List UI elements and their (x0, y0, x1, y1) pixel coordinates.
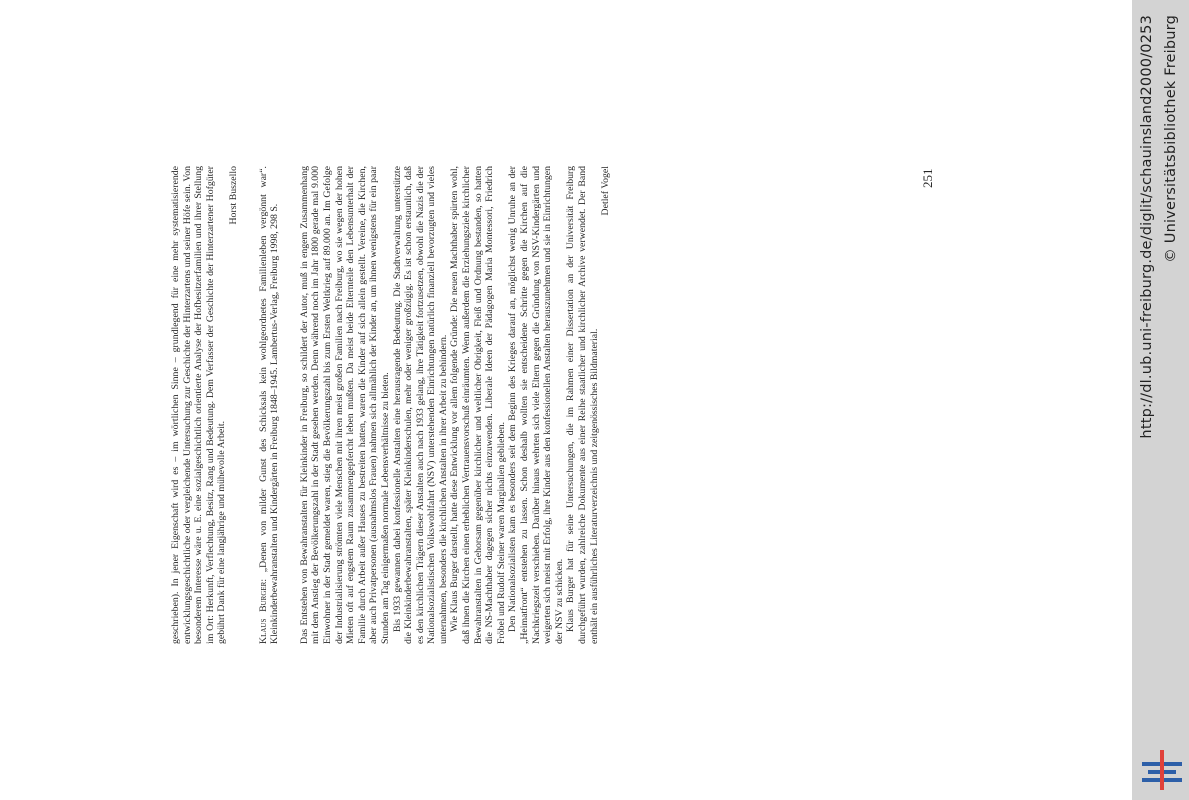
document-text (170, 166, 612, 644)
sidebar (1132, 0, 1189, 800)
sidebar-text-rotated (1132, 0, 1189, 800)
source-url-link[interactable]: http://dl.ub.uni-freiburg.de/diglit/schauinsland2000/0253 (1139, 15, 1155, 439)
signature-1: Horst Buszello (227, 166, 239, 225)
paragraph-7: Klaus Burger hat für seine Untersuchungen, die im Rahmen einer Dissertation an der Universität Freiburg durchgeführt wurden, zahlreiche Dokumente aus einer Reihe staatlicher und kirchlicher Archive verwendet. Der Band enthält ein ausführliches Literaturverzeichnis und zeitgenössisches Bildmaterial. (565, 166, 600, 644)
review-author: Klaus Burger (257, 581, 269, 644)
paragraph-3: Das Entstehen von Bewahranstalten für Kleinkinder in Freiburg, so schildert der Autor, muß in engem Zusammenhang mit dem Anstieg der Bevölkerungszahl in der Stadt gesehen werden. Denn während noch im Jahr 1800 gerade mal 9.000 Einwohner in der Stadt gemeldet waren, stieg die Bevölkerungszahl bis zum Ersten Weltkrieg auf 89.000 an. Im Gefolge der Industrialisierung strömten viele Menschen mit ihren meist großen Familien nach Freiburg, wo sie wegen der hohen Mieten oft auf engstem Raum zusammengepfercht leben mußten. Da meist beide Elternteile den Lebensunterhalt der Familie durch Arbeit außer Hauses zu bestreiten hatten, waren die Kinder auf sich allein gestellt. Vereine, die Kirchen, aber auch Privatpersonen (ausnahmslos Frauen) nahmen sich allmählich der Kinder an, um ihnen wenigstens für ein paar Stunden am Tag einigermaßen normale Lebensverhältnisse zu bieten. (298, 166, 391, 644)
signature-2: Detlef Vogel (600, 166, 612, 216)
paragraph-5: Wie Klaus Burger darstellt, hatte diese Entwicklung vor allem folgende Gründe: Die neuen Machthaber spürten wohl, daß ihnen die Kirchen einen erheblichen Vertrauensvorschuß einräumten. Wenn außerdem die Erziehungsziele kirchlicher Bewahranstalten in Gehorsam gegenüber kirchlicher und weltlicher Obrigkeit, Fleiß und Ordnung bestanden, so hatten die NS-Machthaber dagegen sicher nichts einzuwenden. Liberale Ideen der Pädagogen Maria Montessori, Friedrich Fröbel und Rudolf Steiner waren Marginalien geblieben. (449, 166, 507, 644)
paragraph-1 (170, 166, 228, 644)
review-heading (258, 166, 281, 644)
review-title: : „Denen von milder Gunst des Schicksals kein wohlgeordnetes Familienleben vergönnt war“. Kleinkinderbewahranstalten und Kindergärten in Freiburg 1848–1945. Lambertus-Verlag, Freiburg 1998, 298 S. (257, 166, 281, 644)
paragraph-1-text: geschrieben). In jener Eigenschaft wird es – im wörtlichen Sinne – grundlegend für eine mehr systematisierende entwicklungsgeschichtliche oder vergleichende Untersuchung zur Geschichte der Hinterzartens und seiner Höfe sein. Von besonderem Interesse wäre u. E. eine sozialgeschichtlich orientierte Analyse der Hofbesitzerfamilien und ihrer Stellung im Ort: Herkunft, Verflechtung, Besitz, Rang und Bedeutung. Dem Verfasser der Geschichte der Hinterzartener Hofgüter gebührt Dank für eine langjährige und mühevolle Arbeit. (170, 166, 228, 644)
copyright-notice: © Universitätsbibliothek Freiburg (1163, 15, 1179, 263)
paragraph-6: Den Nationalsozialisten kam es besonders seit dem Beginn des Krieges darauf an, möglichst wenig Unruhe an der „Heimatfront“ entstehen zu lassen. Schon deshalb wollten sie entscheidene Schritte gegen die Kirchen auf die Nachkriegszeit verschieben. Darüber hinaus wehrten sich viele Eltern gegen die Gründung von NSV-Kindergärten und weigerten sich meist mit Erfolg, ihre Kinder aus den konfessionellen Anstalten herauszunehmen und sie in Einrichtungen der NSV zu schicken. (507, 166, 565, 644)
page-number: 251 (920, 168, 935, 188)
ub-freiburg-logo-icon (1140, 748, 1184, 792)
paragraph-4: Bis 1933 gewannen dabei konfessionelle Anstalten eine herausragende Bedeutung. Die Stadtverwaltung unterstützte die Kleinkinderbewahranstalten, später Kleinkinderschulen, mehr oder weniger großzügig. Es ist schon erstaunlich, daß es den kirchlichen Trägern dieser Anstalten auch nach 1933 gelang, ihre Tätigkeit fortzusetzen, obwohl die Nazis die der Nationalsozialistischen Volkswohlfahrt (NSV) unterstehenden Einrichtungen natürlich finanziell bevorzugten und vieles unternahmen, besonders die kirchlichen Anstalten in ihrer Arbeit zu behindern. (391, 166, 449, 644)
